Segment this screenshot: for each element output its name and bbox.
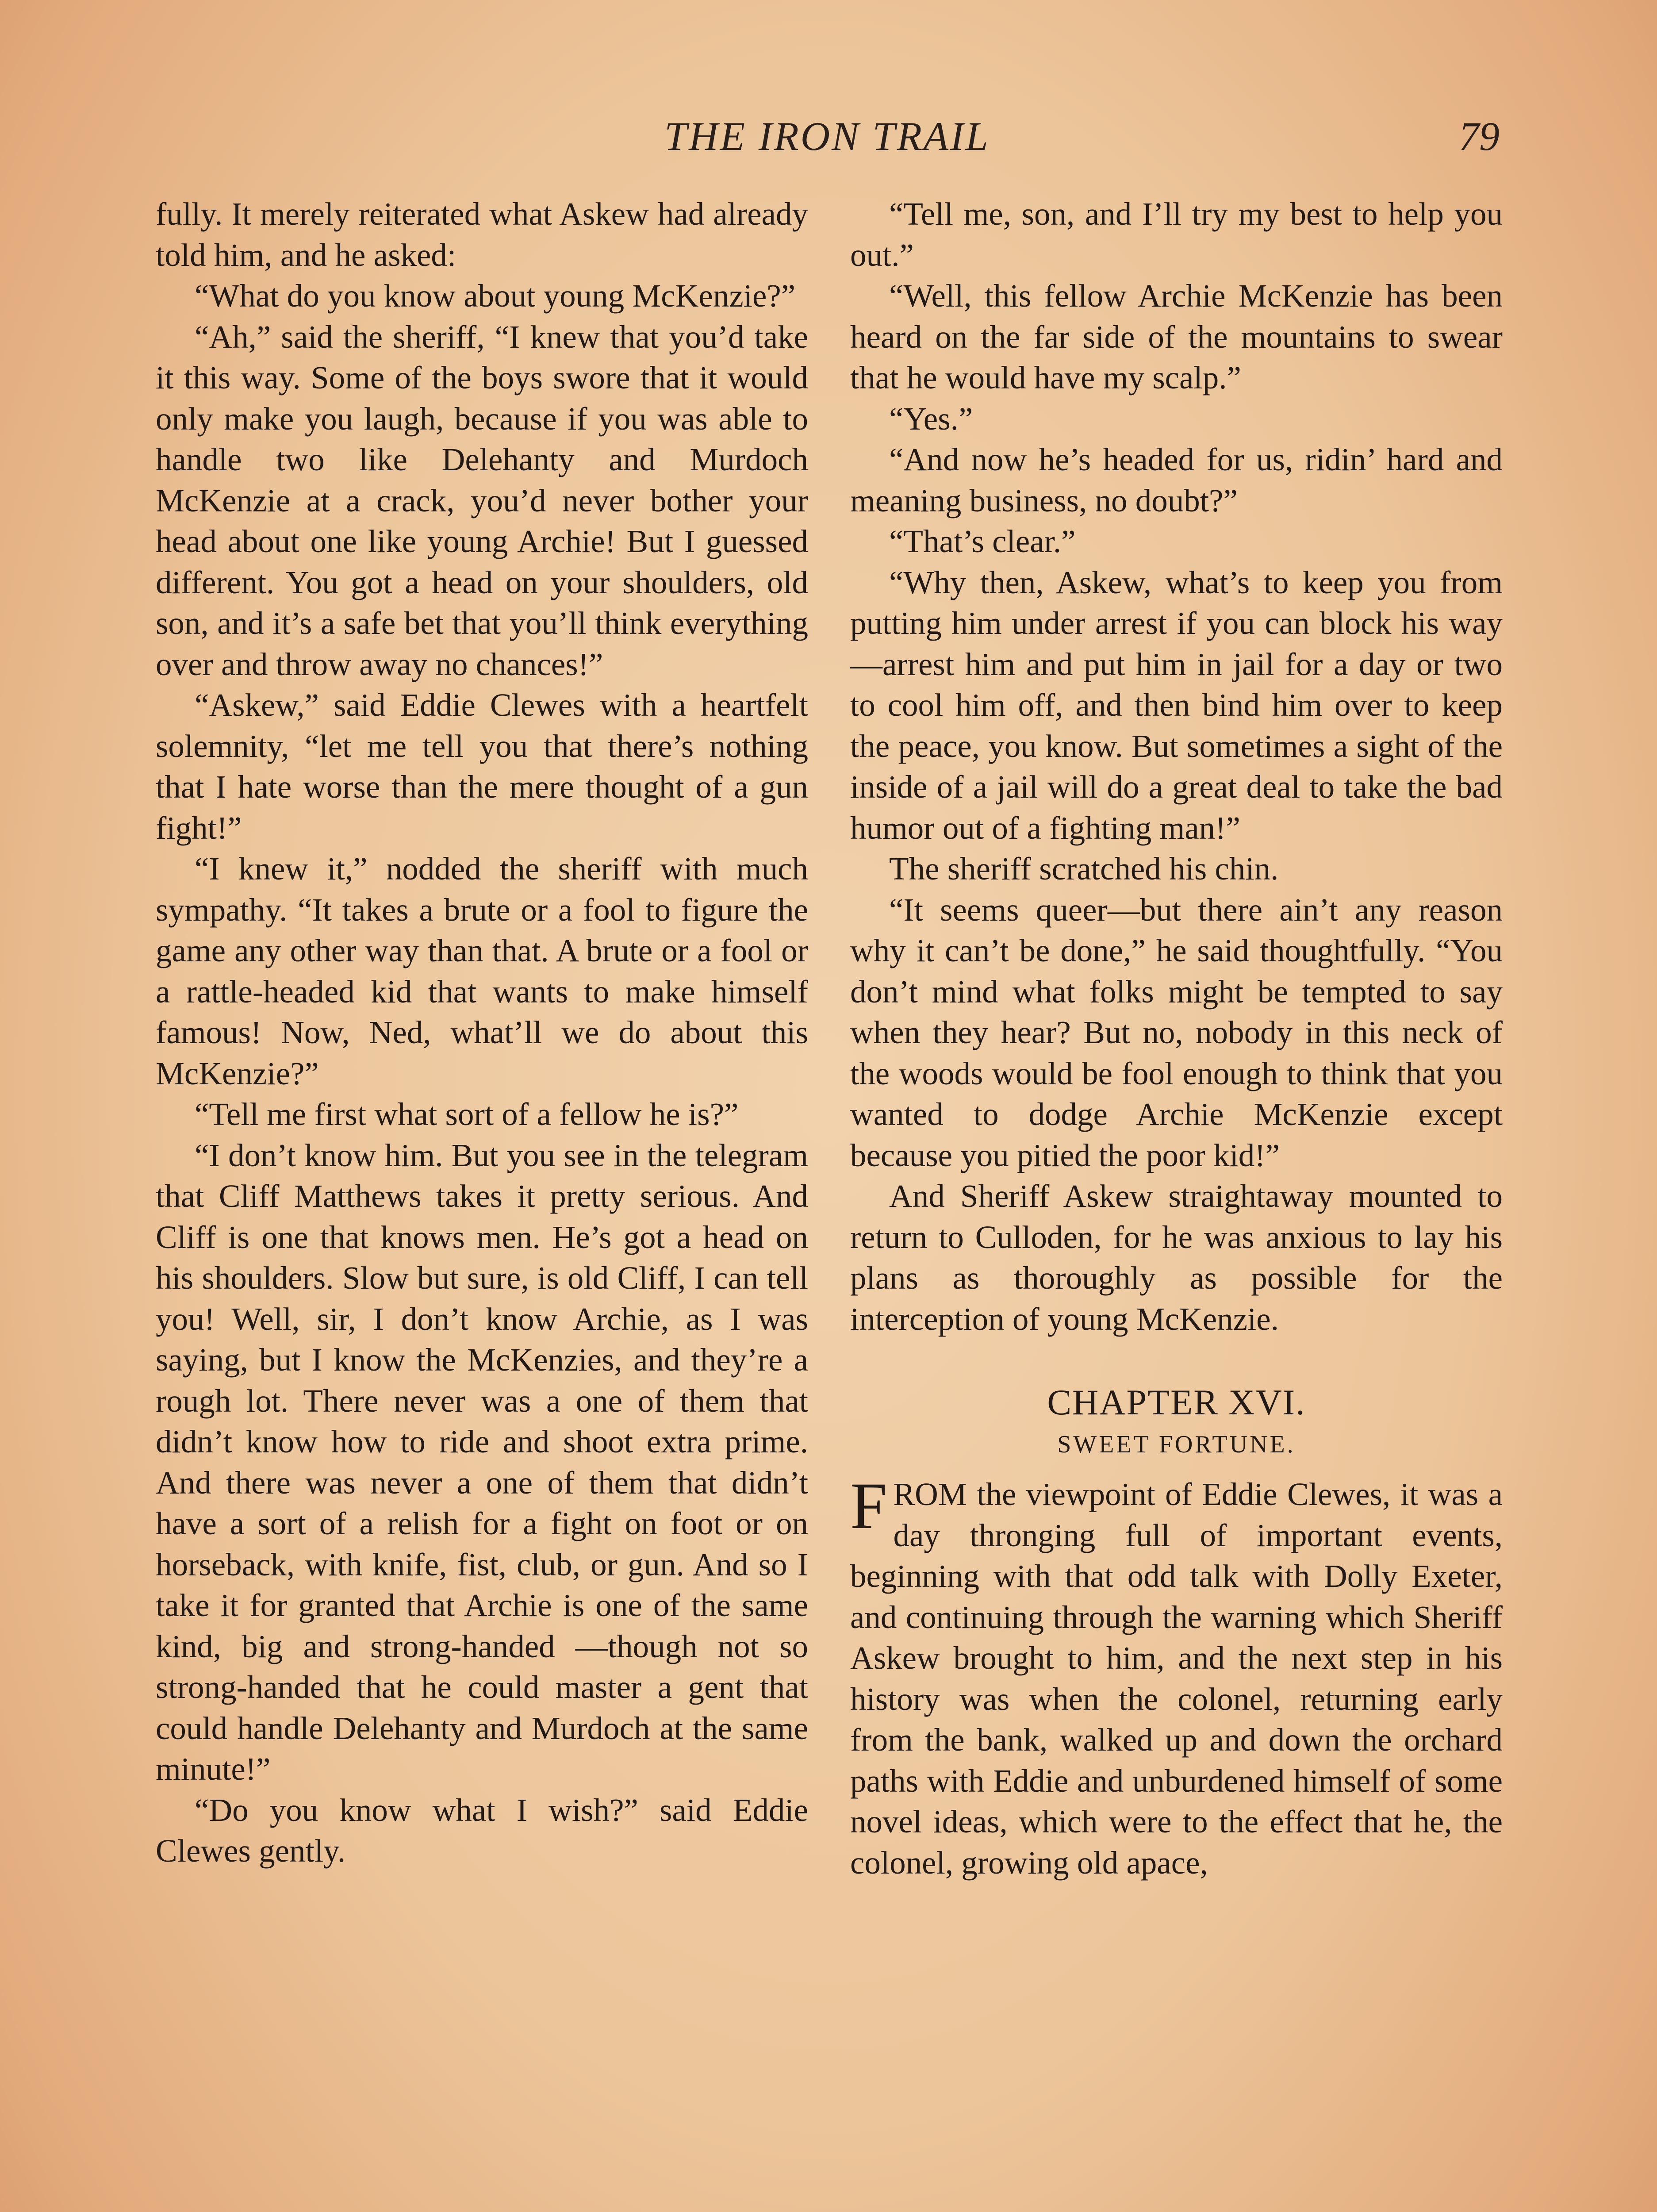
paragraph: “Yes.” (889, 400, 973, 437)
paragraph: “Ah,” said the sheriff, “I knew that you’d take it this way. Some of the boys swore that it would only make you laugh, because if you was able to handle two like Delehanty and Murdoch McKenzie at a crack, you’d never bother your head about one like young Archie! But I guessed different. You got a head on your shoulders, old son, and it’s a safe bet that you’ll think everything over and throw away no chances!” (156, 319, 808, 682)
chapter-heading: CHAPTER XVI. (1047, 1382, 1306, 1422)
paragraph: “What do you know about young McKenzie?” (195, 278, 796, 314)
paragraph: “Tell me first what sort of a fellow he is?” (195, 1096, 739, 1132)
paragraph: “Do you know what I wish?” said Eddie Clewes gently. (156, 1792, 808, 1869)
paragraph: “That’s clear.” (889, 523, 1076, 559)
chapter-opening-text: ROM the viewpoint of Eddie Clewes, it was a day thronging full of important events, beginning with that odd talk with Dolly Exeter, and continuing through the warning which Sheriff Askew brought to him, and the next step in his history was when the colonel, returning early from the bank, walked up and down the orchard paths with Eddie and unburdened himself of some novel ideas, which were to the effect that he, the colonel, growing old apace, (850, 1476, 1503, 1881)
left-column (156, 194, 808, 1872)
running-title: THE IRON TRAIL (664, 114, 990, 159)
paragraph: “I knew it,” nodded the sheriff with much sympathy. “It takes a brute or a fool to figure the game any other way than that. A brute or a fool or a rattle-headed kid that wants to make himself famous! Now, Ned, what’ll we do about this McKenzie?” (156, 851, 808, 1091)
chapter-subtitle: SWEET FORTUNE. (1057, 1431, 1296, 1458)
paragraph: “Well, this fellow Archie McKenzie has been heard on the far side of the mountains to swear that he would have my scalp.” (850, 278, 1503, 396)
paragraph: The sheriff scratched his chin. (889, 851, 1279, 887)
paragraph: “It seems queer—but there ain’t any reason why it can’t be done,” he said thoughtfully. “You don’t mind what folks might be tempted to say when they hear? But no, nobody in this neck of the woods would be fool enough to think that you wanted to dodge Archie McKenzie except because you pitied the poor kid!” (850, 891, 1503, 1173)
paragraph: And Sheriff Askew straightaway mounted to return to Culloden, for he was anxious to lay his plans as thoroughly as possible for the interception of young McKenzie. (850, 1178, 1503, 1337)
paragraph: “Askew,” said Eddie Clewes with a heartfelt solemnity, “let me tell you that there’s nothing that I hate worse than the mere thought of a gun fight!” (156, 687, 808, 846)
paragraph: “Tell me, son, and I’ll try my best to help you out.” (850, 196, 1503, 273)
paragraph: “I don’t know him. But you see in the telegram that Cliff Matthews takes it pretty serious. And Cliff is one that knows men. He’s got a head on his shoulders. Slow but sure, is old Cliff, I can tell you! Well, sir, I don’t know Archie, as I was saying, but I know the McKenzies, and they’re a rough lot. There never was a one of them that didn’t know how to ride and shoot extra prime. And there was never a one of them that didn’t have a sort of a relish for a fight on foot or on horseback, with knife, fist, club, or gun. And so I take it for granted that Archie is one of the same kind, big and strong-handed —though not so strong-handed that he could master a gent that could handle Delehanty and Murdoch at the same minute!” (156, 1137, 808, 1787)
paragraph: “Why then, Askew, what’s to keep you from putting him under arrest if you can block his way—arrest him and put him in jail for a day or two to cool him off, and then bind him over to keep the peace, you know. But sometimes a sight of the inside of a jail will do a great deal to take the bad humor out of a fighting man!” (850, 564, 1503, 846)
page-number: 79 (1459, 114, 1500, 159)
paragraph: “And now he’s headed for us, ridin’ hard and meaning business, no doubt?” (850, 442, 1503, 518)
right-column (850, 194, 1503, 1883)
page-header (155, 113, 1500, 170)
chapter-opening-paragraph (850, 1469, 1503, 1883)
drop-cap: F (850, 1469, 887, 1543)
paragraph: fully. It merely reiterated what Askew had already told him, and he asked: (156, 196, 808, 273)
